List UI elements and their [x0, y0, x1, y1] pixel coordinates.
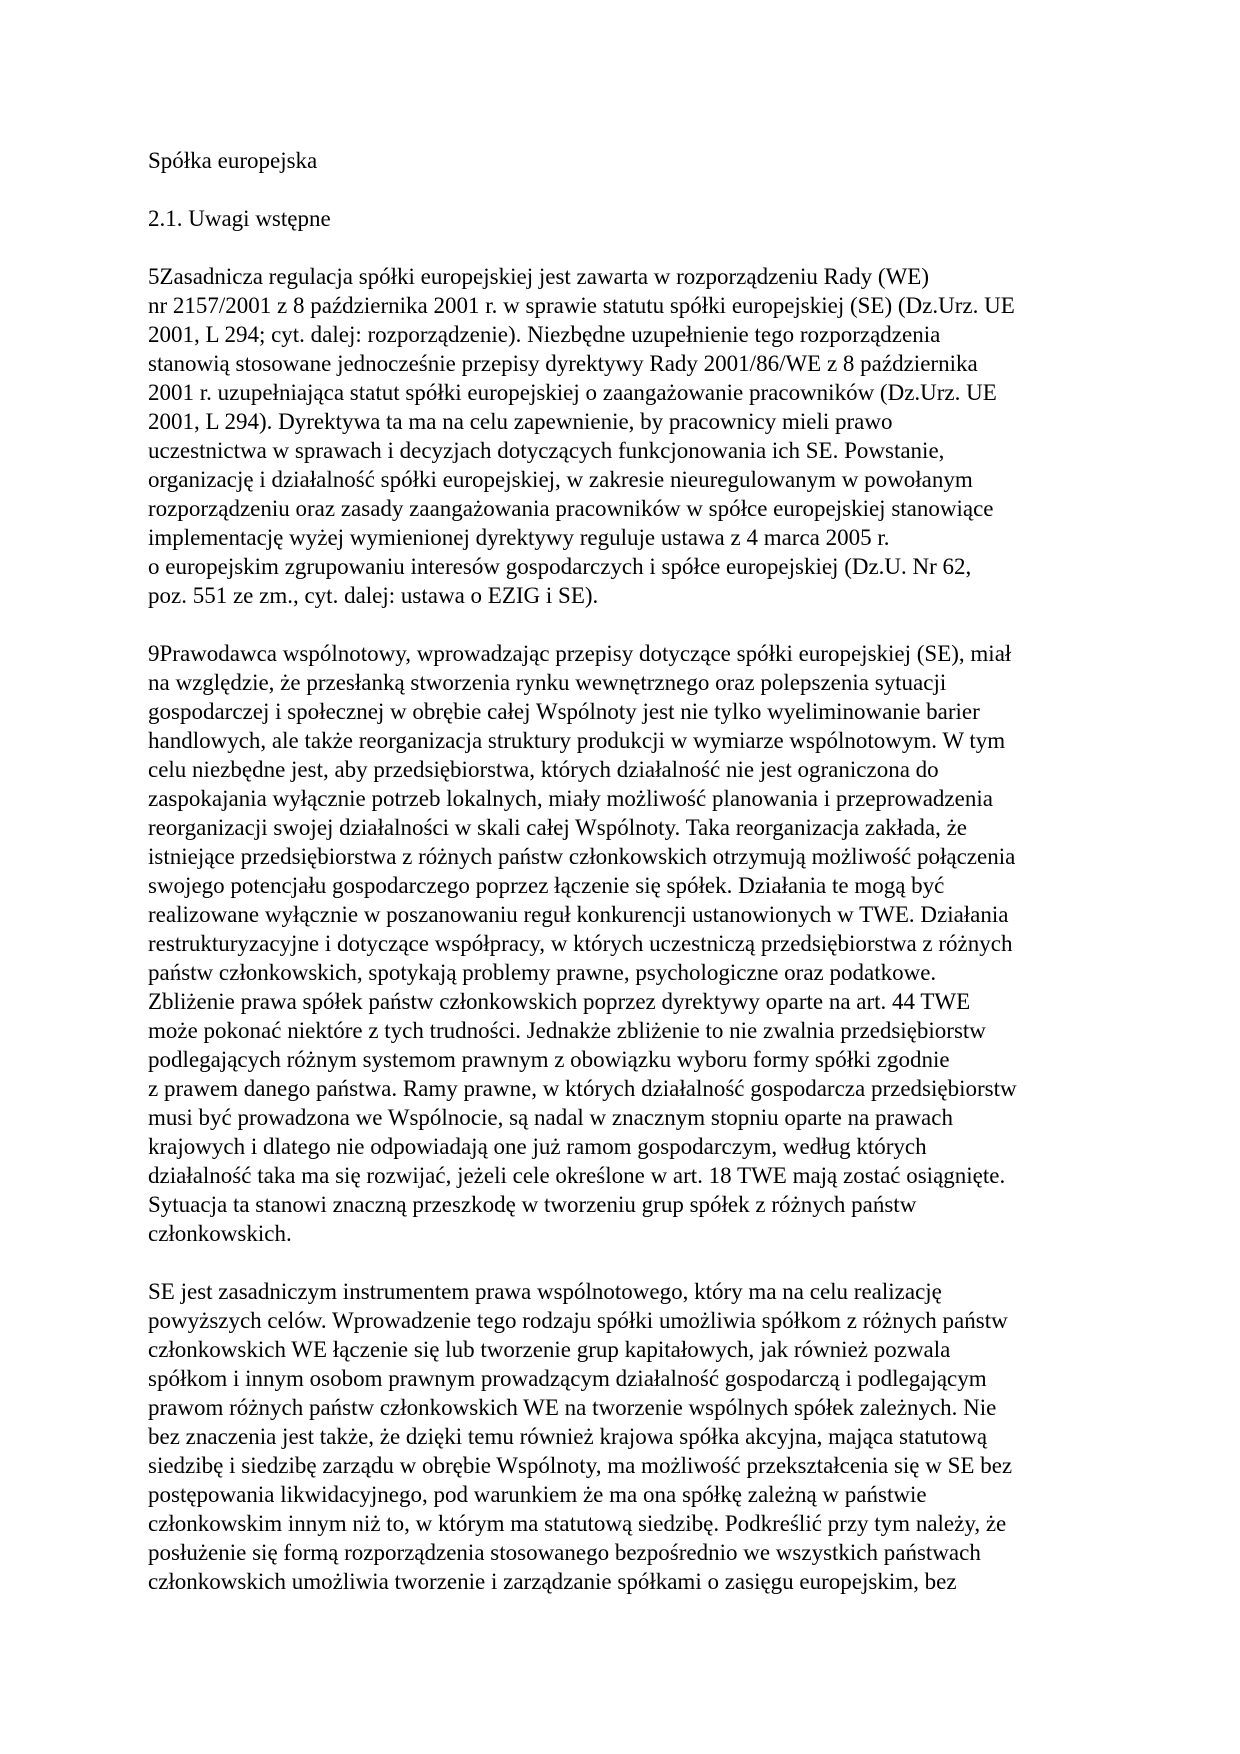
paragraph-line: powyższych celów. Wprowadzenie tego rodzaju spółki umożliwia spółkom z różnych państw — [148, 1308, 1008, 1333]
paragraph-line: 9Prawodawca wspólnotowy, wprowadzając przepisy dotyczące spółki europejskiej (SE), miał — [148, 641, 1012, 666]
section-heading: 2.1. Uwagi wstępne — [148, 206, 331, 231]
paragraph-line: reorganizacji swojej działalności w skali całej Wspólnoty. Taka reorganizacja zakłada, że — [148, 815, 968, 840]
paragraph-line: Sytuacja ta stanowi znaczną przeszkodę w tworzeniu grup spółek z różnych państw — [148, 1192, 917, 1217]
paragraph-line: uczestnictwa w sprawach i decyzjach dotyczących funkcjonowania ich SE. Powstanie, — [148, 438, 945, 463]
paragraph-line: podlegających różnym systemom prawnym z obowiązku wyboru formy spółki zgodnie — [148, 1047, 950, 1072]
paragraph-line: działalność taka ma się rozwijać, jeżeli cele określone w art. 18 TWE mają zostać osiągnięte. — [148, 1163, 1006, 1188]
paragraph-line: może pokonać niektóre z tych trudności. Jednakże zbliżenie to nie zwalnia przedsiębiorstw — [148, 1018, 986, 1043]
paragraph-line: 2001, L 294). Dyrektywa ta ma na celu zapewnienie, by pracownicy mieli prawo — [148, 409, 893, 434]
paragraph-line: handlowych, ale także reorganizacja struktury produkcji w wymiarze wspólnotowym. W tym — [148, 728, 1006, 753]
paragraph — [148, 1277, 1096, 1596]
paragraph-line: restrukturyzacyjne i dotyczące współpracy, w których uczestniczą przedsiębiorstwa z różnych — [148, 931, 1013, 956]
paragraph-line: spółkom i innym osobom prawnym prowadzącym działalność gospodarczą i podlegającym — [148, 1366, 987, 1391]
paragraph-line: poz. 551 ze zm., cyt. dalej: ustawa o EZIG i SE). — [148, 583, 599, 608]
paragraph-line: członkowskim innym niż to, w którym ma statutową siedzibę. Podkreślić przy tym należy, że — [148, 1511, 1007, 1536]
paragraph-line: implementację wyżej wymienionej dyrektywy reguluje ustawa z 4 marca 2005 r. — [148, 525, 890, 550]
document-title: Spółka europejska — [148, 148, 318, 173]
paragraph-line: o europejskim zgrupowaniu interesów gospodarczych i spółce europejskiej (Dz.U. Nr 62, — [148, 554, 972, 579]
paragraph-line: gospodarczej i społecznej w obrębie całej Wspólnoty jest nie tylko wyeliminowanie barier — [148, 699, 980, 724]
paragraph-line: SE jest zasadniczym instrumentem prawa wspólnotowego, który ma na celu realizację — [148, 1279, 942, 1304]
paragraph-line: zaspokajania wyłącznie potrzeb lokalnych, miały możliwość planowania i przeprowadzenia — [148, 786, 993, 811]
paragraph-line: celu niezbędne jest, aby przedsiębiorstwa, których działalność nie jest ograniczona do — [148, 757, 939, 782]
paragraph — [148, 262, 1096, 610]
paragraph-line: rozporządzeniu oraz zasady zaangażowania pracowników w spółce europejskiej stanowiące — [148, 496, 994, 521]
paragraphs-container — [148, 262, 1096, 1596]
paragraph-line: istniejące przedsiębiorstwa z różnych państw członkowskich otrzymują możliwość połączenia — [148, 844, 1016, 869]
paragraph-line: swojego potencjału gospodarczego poprzez łączenie się spółek. Działania te mogą być — [148, 873, 945, 898]
paragraph-line: prawom różnych państw członkowskich WE na tworzenie wspólnych spółek zależnych. Nie — [148, 1395, 997, 1420]
paragraph-line: krajowych i dlatego nie odpowiadają one już ramom gospodarczym, według których — [148, 1134, 927, 1159]
paragraph-line: na względzie, że przesłanką stworzenia rynku wewnętrznego oraz polepszenia sytuacji — [148, 670, 947, 695]
paragraph-line: realizowane wyłącznie w poszanowaniu reguł konkurencji ustanowionych w TWE. Działania — [148, 902, 1009, 927]
paragraph-line: z prawem danego państwa. Ramy prawne, w których działalność gospodarcza przedsiębiorstw — [148, 1076, 1017, 1101]
paragraph-line: członkowskich. — [148, 1221, 292, 1246]
paragraph-line: członkowskich umożliwia tworzenie i zarządzanie spółkami o zasięgu europejskim, bez — [148, 1569, 957, 1594]
paragraph-line: postępowania likwidacyjnego, pod warunkiem że ma ona spółkę zależną w państwie — [148, 1482, 927, 1507]
paragraph-line: musi być prowadzona we Wspólnocie, są nadal w znacznym stopniu oparte na prawach — [148, 1105, 953, 1130]
paragraph-line: Zbliżenie prawa spółek państw członkowskich poprzez dyrektywy oparte na art. 44 TWE — [148, 989, 971, 1014]
paragraph — [148, 639, 1096, 1248]
paragraph-line: posłużenie się formą rozporządzenia stosowanego bezpośrednio we wszystkich państwach — [148, 1540, 981, 1565]
paragraph-line: organizację i działalność spółki europejskiej, w zakresie nieuregulowanym w powołanym — [148, 467, 973, 492]
document-content — [148, 146, 1096, 1625]
paragraph-line: stanowią stosowane jednocześnie przepisy dyrektywy Rady 2001/86/WE z 8 października — [148, 351, 978, 376]
paragraph-line: członkowskich WE łączenie się lub tworzenie grup kapitałowych, jak również pozwala — [148, 1337, 951, 1362]
paragraph-line: bez znaczenia jest także, że dzięki temu również krajowa spółka akcyjna, mająca statutową — [148, 1424, 988, 1449]
paragraph-line: 5Zasadnicza regulacja spółki europejskiej jest zawarta w rozporządzeniu Rady (WE) — [148, 264, 930, 289]
paragraph-line: nr 2157/2001 z 8 października 2001 r. w sprawie statutu spółki europejskiej (SE) (Dz.Urz. UE — [148, 293, 1015, 318]
paragraph-line: siedzibę i siedzibę zarządu w obrębie Wspólnoty, ma możliwość przekształcenia się w SE bez — [148, 1453, 1013, 1478]
paragraph-line: 2001 r. uzupełniająca statut spółki europejskiej o zaangażowanie pracowników (Dz.Urz. UE — [148, 380, 997, 405]
paragraph-line: 2001, L 294; cyt. dalej: rozporządzenie). Niezbędne uzupełnienie tego rozporządzenia — [148, 322, 941, 347]
paragraph-line: państw członkowskich, spotykają problemy prawne, psychologiczne oraz podatkowe. — [148, 960, 937, 985]
